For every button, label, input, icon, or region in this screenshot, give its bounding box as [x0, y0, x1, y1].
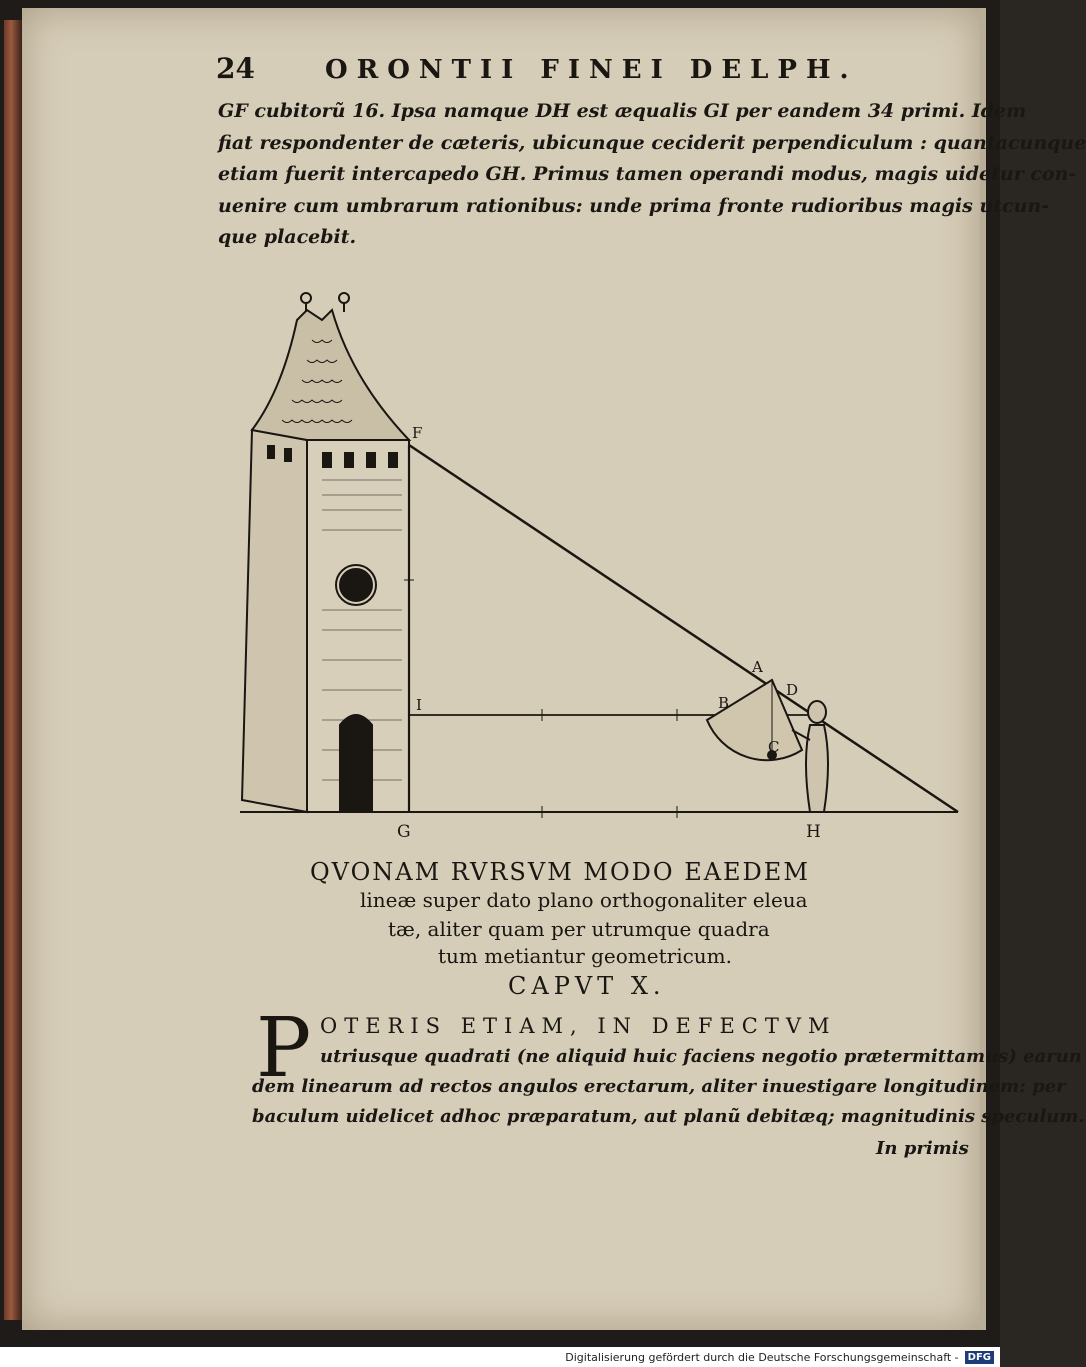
- body-line: OTERIS ETIAM, IN DEFECTVM: [320, 1014, 837, 1038]
- catchword: In primis: [876, 1138, 969, 1159]
- intro-line: que placebit.: [218, 226, 357, 248]
- chapter-heading-line: tum metiantur geometricum.: [438, 944, 732, 968]
- running-title: ORONTII FINEI DELPH.: [324, 55, 858, 85]
- label-d: D: [786, 681, 799, 699]
- intro-line: uenire cum umbrarum rationibus: unde prima fronte rudioribus magis utcun-: [218, 195, 1050, 217]
- book-edge: [4, 20, 22, 1320]
- tower-side-wall: [242, 430, 307, 812]
- label-h: H: [806, 822, 821, 842]
- intro-line: fiat respondenter de cæteris, ubicunque ceciderit perpendiculum : quantacunque: [218, 132, 1086, 154]
- chapter-label: CAPVT X.: [508, 972, 666, 1000]
- body-line: baculum uidelicet adhoc præparatum, aut planũ debitæq; magnitudinis speculum.: [252, 1106, 1085, 1127]
- footer-text: Digitalisierung gefördert durch die Deutsche Forschungsgemeinschaft -: [565, 1350, 959, 1364]
- label-i: I: [416, 696, 422, 714]
- tower-door: [340, 715, 372, 812]
- body-line: dem linearum ad rectos angulos erectarum, aliter inuestigare longitudinem: per: [252, 1076, 1066, 1097]
- chapter-heading-line: QVONAM RVRSVM MODO EAEDEM: [310, 858, 810, 886]
- label-g: G: [397, 822, 411, 842]
- tower-roof: [252, 310, 409, 440]
- label-b: B: [718, 694, 730, 712]
- running-head: [216, 52, 916, 88]
- chapter-heading-line: tæ, aliter quam per utrumque quadra: [388, 917, 770, 941]
- tower-measurement-woodcut: [212, 280, 952, 830]
- intro-line: etiam fuerit intercapedo GH. Primus tamen operandi modus, magis uidetur con-: [218, 163, 1077, 185]
- page-number: 24: [216, 52, 255, 85]
- label-f: F: [412, 424, 423, 442]
- dfg-logo[interactable]: DFG: [965, 1351, 994, 1364]
- intro-line: GF cubitorũ 16. Ipsa namque DH est æqualis GI per eandem 34 primi. Idem: [218, 100, 1027, 122]
- observer-figure: [792, 701, 828, 812]
- line-sight: [409, 445, 958, 812]
- label-c: C: [768, 738, 780, 756]
- drop-cap: P: [256, 1001, 312, 1096]
- body-line: utriusque quadrati (ne aliquid huic faciens negotio prætermittamus) earun: [320, 1046, 1082, 1067]
- footer-bar: [0, 1347, 1000, 1367]
- label-a: A: [752, 658, 763, 676]
- chapter-heading-line: lineæ super dato plano orthogonaliter eleua: [360, 888, 808, 912]
- round-window: [340, 569, 372, 601]
